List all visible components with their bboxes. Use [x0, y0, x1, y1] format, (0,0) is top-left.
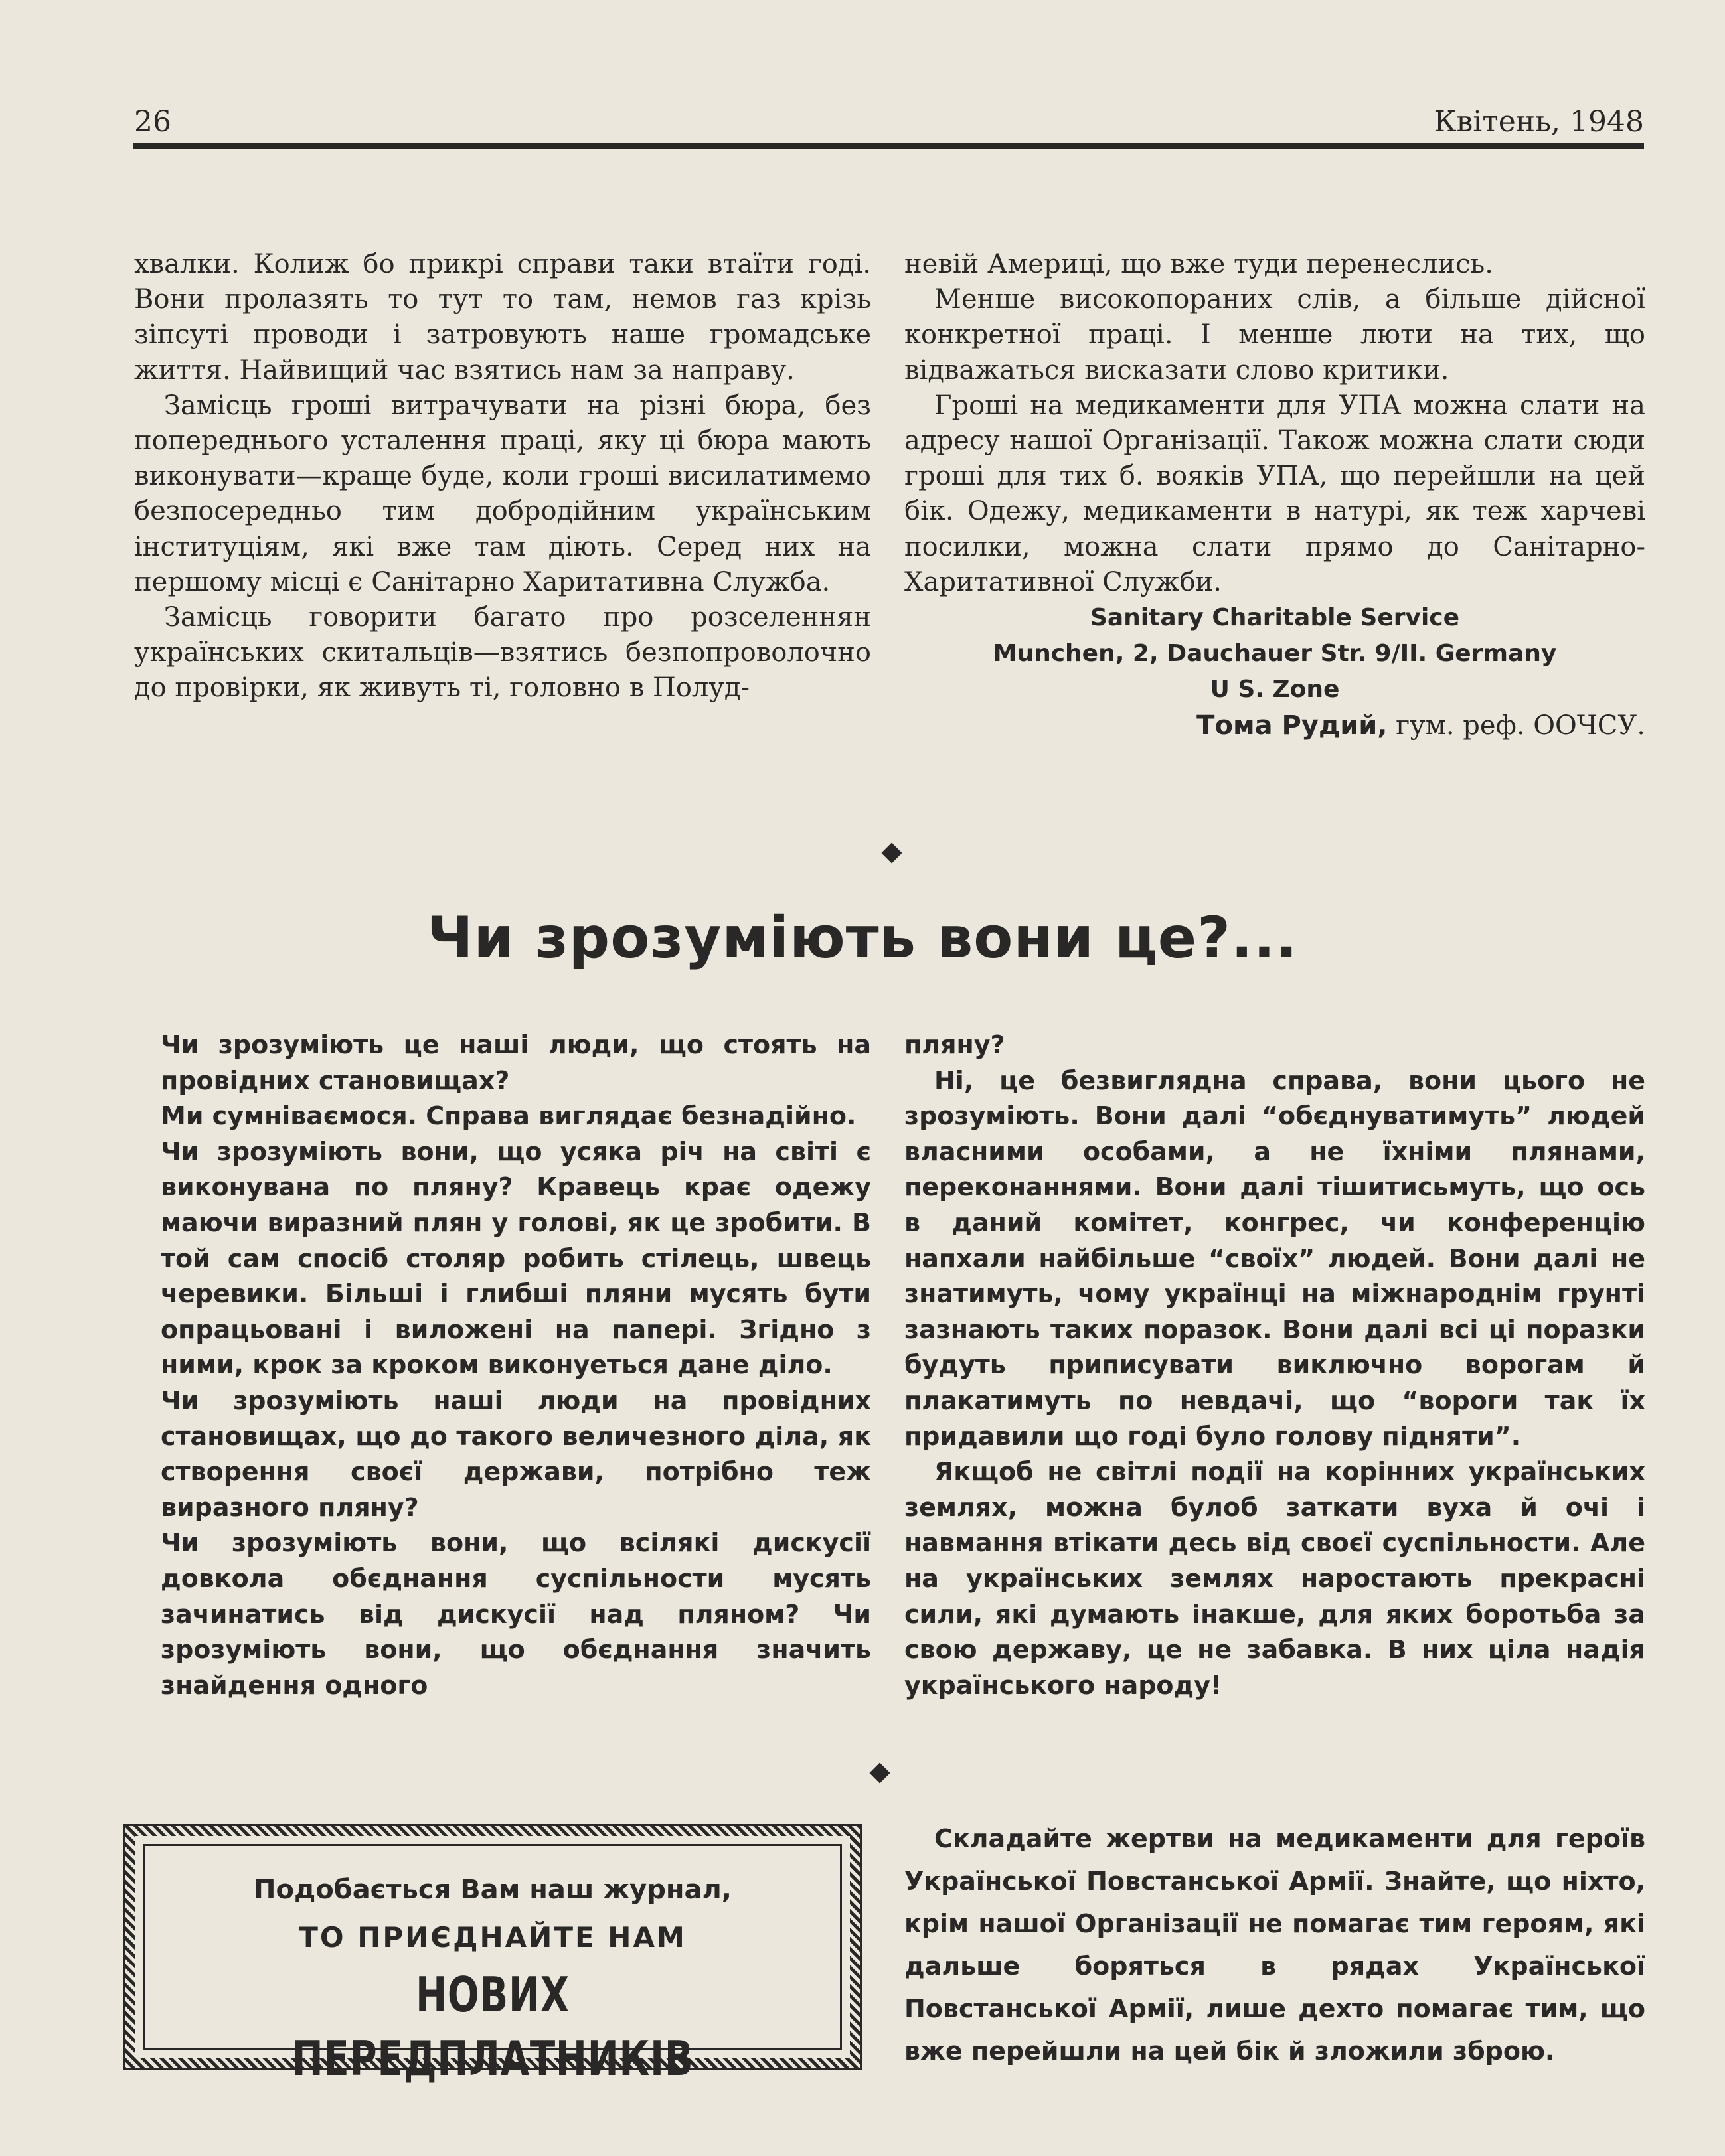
address-line: U S. Zone	[1210, 676, 1340, 704]
paragraph: Чи зрозуміють вони, що усяка річ на світі є виконувана по пляну? Кравець крає одежу маючи виразний плян у голові, як це зробити. В той сам спосіб столяр робить стілець, швець черевики. Більші і глибші пляни мусять бути опрацьовані і виложені на папері. Згідно з ними, крок за кроком виконуеться дане діло.	[161, 1136, 871, 1380]
address-line: Munchen, 2, Dauchauer Str. 9/II. Germany	[993, 640, 1557, 668]
header-rule	[133, 143, 1644, 149]
top-article-right-column	[904, 247, 1645, 743]
issue-date: Квітень, 1948	[1434, 105, 1644, 139]
article-headline: Чи зрозуміють вони це?...	[427, 905, 1298, 971]
signature-title: гум. реф. ООЧСУ.	[1387, 710, 1645, 741]
signature-name: Тома Рудий,	[1196, 710, 1388, 741]
paragraph: Менше високопораних слів, а більше дійсної конкретної праці. І менше люти на тих, що відважаться висказати слово критики.	[904, 284, 1645, 386]
promo-line: ТО ПРИЄДНАЙТЕ НАМ	[299, 1921, 687, 1954]
second-article-right-column	[904, 1028, 1645, 1703]
paragraph: Чи зрозуміють це наші люди, що стоять на провідних становищах?	[161, 1030, 871, 1095]
subscription-promo-box	[123, 1824, 862, 2086]
promo-line: Подобається Вам наш журнал,	[254, 1875, 732, 1905]
paragraph: Чи зрозуміють наші люди на провідних становищах, що до такого величезного діла, як створення своєї держави, потрібно теж виразного пляну?	[161, 1385, 871, 1522]
paragraph: Якщоб не світлі події на корінних українських землях, можна булоб заткати вуха й очі і навмання втікати десь від своєї суспільности. Але на українських землях наростають прекрасні сили, які думають інакше, для яких боротьба за свою державу, це не забавка. В них ціла надія українського народу!	[904, 1457, 1645, 1700]
paragraph: невій Америці, що вже туди перенеслись.	[904, 249, 1493, 279]
paragraph: Чи зрозуміють вони, що всілякі дискусії довкола обєднання суспільности мусять зачинатись від дискусії над пляном? Чи зрозуміють вони, що обєднання значить знайдення одного	[161, 1528, 871, 1700]
donation-appeal	[904, 1817, 1645, 2072]
paragraph: Ми сумніваємося. Справа виглядає безнадійно.	[161, 1101, 857, 1131]
paragraph: хвалки. Колиж бо прикрі справи таки втаїти годі. Вони пролазять то тут то там, немов газ крізь зіпсуті проводи і затровують наше громадське життя. Найвищий час взятись нам за направу.	[134, 249, 871, 386]
diamond-ornament	[881, 842, 902, 863]
second-article-left-column	[161, 1028, 871, 1703]
address-line: Sanitary Charitable Service	[1090, 604, 1460, 632]
signature	[904, 708, 1645, 743]
paragraph: Замісць гроші витрачувати на різні бюра, без попереднього усталення праці, яку ці бюра мають виконувати—краще буде, коли гроші висилатимемо безпосередньо тим добродійним українським інституціям, які вже там діють. Серед них на першому місці є Санітарно Харитативна Служба.	[134, 390, 871, 597]
promo-headline: НОВИХ ПЕРЕДПЛАТНИКІВ	[291, 1967, 694, 2086]
promo-inner-frame	[143, 1844, 842, 2086]
top-article-left-column	[134, 247, 871, 706]
diamond-ornament	[869, 1762, 890, 1783]
paragraph: Замісць говорити багато про розселеннян українських скитальців—взятись безпопроволочно до провірки, як живуть ті, головно в Полуд-	[134, 602, 871, 704]
page-number: 26	[134, 105, 171, 139]
paragraph: пляну?	[904, 1030, 1005, 1059]
paragraph: Ні, це безвиглядна справа, вони цього не зрозуміють. Вони далі “обєднуватимуть” людей власними особами, а не їхніми плянами, переконаннями. Вони далі тішитисьмуть, що ось в даний комітет, конгрес, чи конференцію напхали найбільше “своїх” людей. Вони далі не знатимуть, чому українці на міжнароднім грунті зазнають таких поразок. Вони далі всі ці поразки будуть приписувати виключно ворогам й плакатимуть по невдачі, що “вороги так їх придавили що годі було голову підняти”.	[904, 1065, 1645, 1451]
paragraph: Гроші на медикаменти для УПА можна слати на адресу нашої Організації. Також можна слати сюди гроші для тих б. вояків УПА, що перейшли на цей бік. Одежу, медикаменти в натурі, як теж харчеві посилки, можна слати прямо до Санітарно-Харитативної Служби.	[904, 390, 1645, 597]
appeal-text: Складайте жертви на медикаменти для героїв Української Повстанської Армії. Знайте, що ніхто, крім нашої Організації не помагає тим героям, які дальше боряться в рядах Української Повстанської Армії, лише дехто помагає тим, що вже перейшли на цей бік й зложили зброю.	[904, 1824, 1645, 2066]
